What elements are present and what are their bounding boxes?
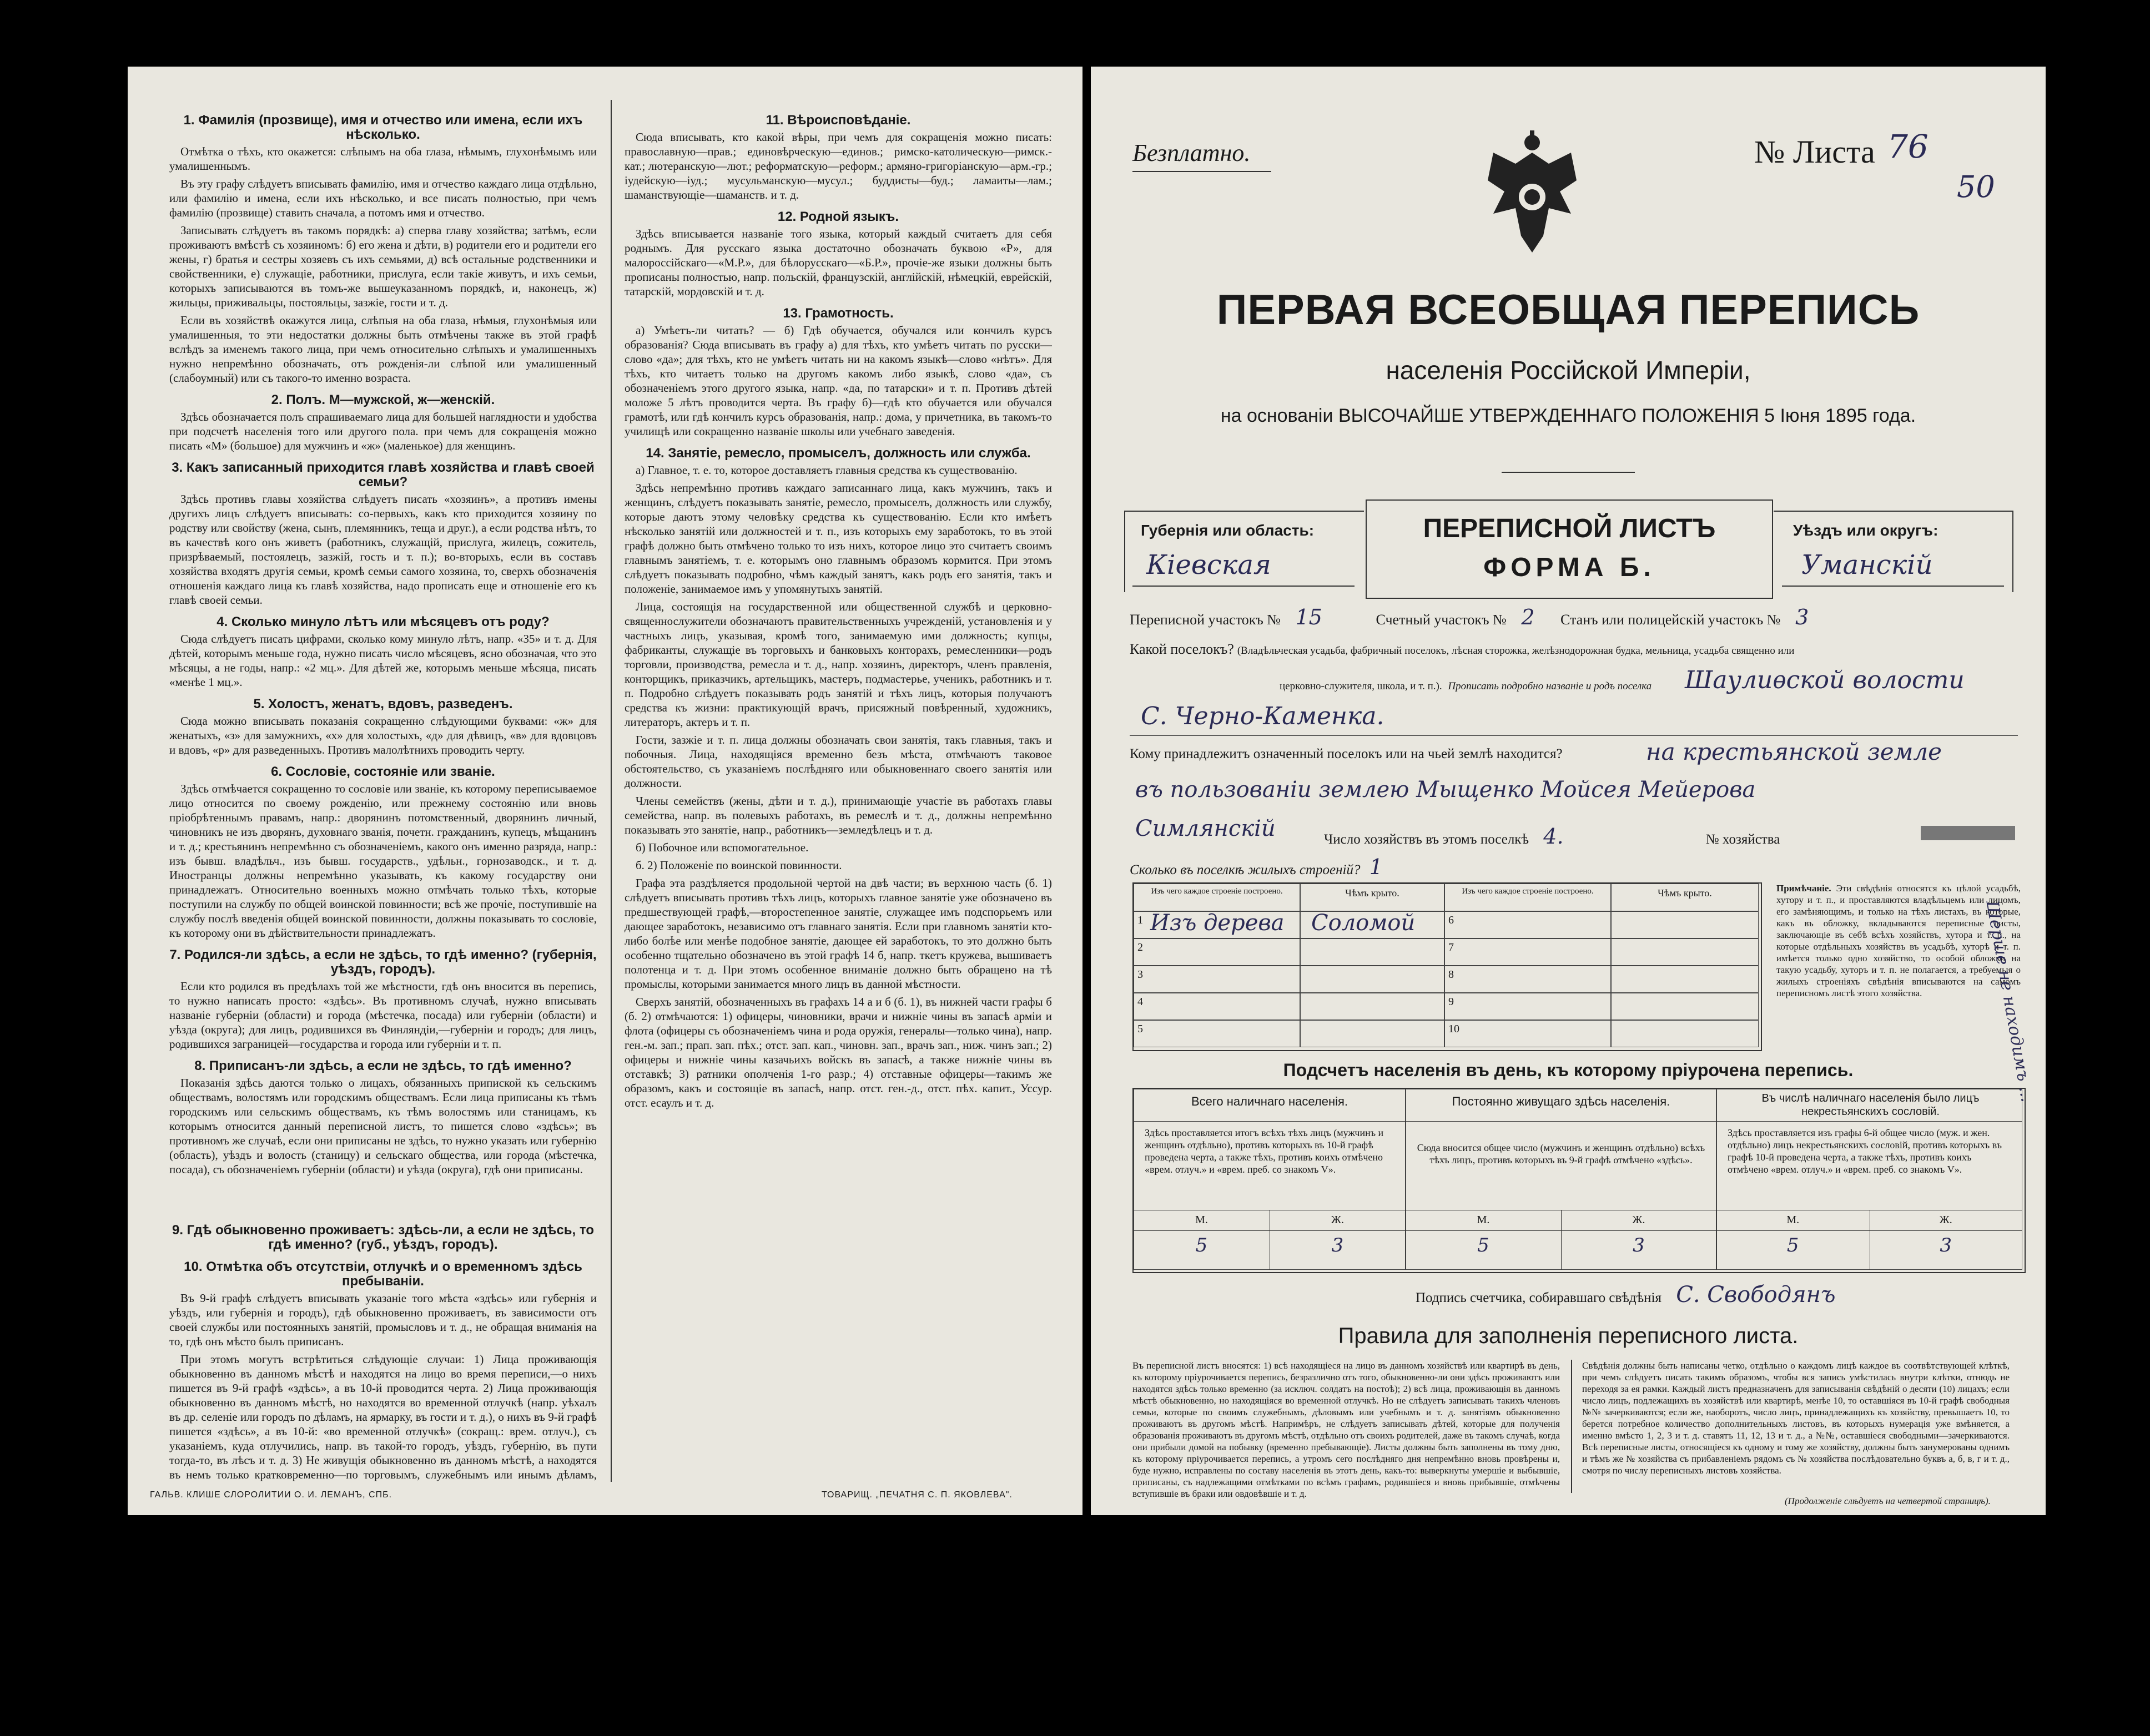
poselok-hint2: церковно-служителя, школа, и т. п.). [1280,680,1442,692]
paragraph: Здѣсь обозначается полъ спрашиваемаго лица для большей наглядности и удобства при подсчетѣ населенія того или другого пола. при чемъ для сокращенія можно писать «М» (большое) для мужчинъ и «ж» (маленькое) для женщинъ. [169,410,597,452]
ps-value: 5 [1195,1234,1208,1256]
rules-title: Правила для заполненія переписного листа. [1338,1324,1799,1348]
tbl-cell [1134,938,1300,966]
section-heading: 14. Занятіе, ремесло, промыселъ, должность или служба. [646,446,1031,461]
column-divider [611,100,612,1482]
main-title: ПЕРВАЯ ВСЕОБЩАЯ ПЕРЕПИСЬ [1216,286,1920,334]
paragraph: а) Главное, т. е. то, которое доставляетъ главныя средства къ существованію. [636,463,1018,477]
tbl-h-roof-left: Чѣмъ крыто. [1300,884,1444,911]
free-underline [1132,171,1271,172]
free-label: Безплатно. [1132,139,1251,166]
ps-col3-text: Здѣсь проставляется изъ графы 6-й общее число (муж. и жен. отдѣльно) лицъ некрестьянскихъ сословій, противъ которыхъ въ графѣ 10-й проведена черта, а также тѣхъ, противъ коихъ отмѣчено «врем. отлуч.» и «врем. преб. со знакомъ V». [1728,1127,2002,1175]
poselok-hint: (Владѣльческая усадьба, фабричный поселокъ, лѣсная сторожка, желѣзнодорожная будка, мельница, усадьба священно или [1237,645,1795,657]
section-heading: 6. Сословіе, состояніе или званіе. [271,764,495,779]
section-heading: 1. Фамилія (прозвище), имя и отчество или имена, если ихъ нѣсколько. [183,113,583,142]
paragraph: Сверхъ занятій, обозначенныхъ въ графахъ 14 а и б (б. 1), въ нижней части графы б (б. 2) отмѣчаются: 1) офицеры, чиновники, врачи и нижніе чины въ запасѣ арміи и флота (офицеры съ обозначеніемъ чина и рода оружія, генералы—только чина), напр. ген.-м. зап.; прап. зап. пѣх.; отст. зап. кап., чиновн. зап., врачъ зап., ниж. чинъ зап.; 2) офицеры и нижніе чины казачьихъ войскъ въ запасѣ, а также нижніе чины въ отставкѣ; 3) ратники ополченія 1-го разр.; 4) отставные офицеры—такимъ же образомъ, какъ и состоящіе въ запасѣ, напр. отст. ген.-д., отст. пѣх. капит., Уссур. отст. есаулъ и т. д. [625,995,1052,1109]
tbl-row-number: 5 [1137,1023,1143,1035]
tbl-cell [1300,966,1444,993]
paragraph: б) Побочное или вспомогательное. [636,841,809,854]
uezd-value: Уманскій [1801,549,1933,581]
tbl-cell [1444,911,1611,938]
section-heading: 7. Родился-ли здѣсь, а если не здѣсь, то гдѣ именно? (губернія, уѣздъ, городъ). [169,947,597,977]
section-heading: 13. Грамотность. [783,306,894,321]
paragraph: Здѣсь противъ главы хозяйства слѣдуетъ писать «хозяинъ», а противъ имены другихъ лицъ слѣдуетъ вписывать: со-первыхъ, какъ кто приходится хозяину по родству или свойству (жена, сынъ, племянникъ, теща и друг.), а если родства нѣтъ, то въ качествѣ кого онъ живетъ (работникъ, служащій, прислуга, жилецъ, сожитель, призрѣваемый, постоялецъ, зазжій, гость и т. п.); во-вторыхъ, если въ составъ хозяйства входятъ другія семьи, кромѣ семьи самого хозяина, то, сверхъ обозначенія отношенія каждаго лица къ главѣ хозяйства, надо прописать еще и отношеніе его къ главѣ своей семьи. [169,492,597,607]
paragraph: Здѣсь непремѣнно противъ каждаго записаннаго лица, какъ мужчинъ, такъ и женщинъ, слѣдуетъ показывать занятіе, ремесло, промыселъ, должность или службу, которые даютъ этому человѣку средства къ существованію. Если кто имѣетъ нѣсколько занятій или должностей и т. п., изъ которыхъ ему заработокъ, то въ этой графѣ должно быть отмѣчено только то изъ нихъ, которое лицо это считаетъ своимъ главнымъ занятіемъ, т. е. которымъ оно главнымъ образомъ кормится. При этомъ слѣдуетъ показывать подробно, чѣмъ каждый занятъ, какъ родъ его занятія, такъ и положеніе, занимаемое имъ у упомянутыхъ занятій. [625,481,1052,596]
podschet-title: Подсчетъ населенія въ день, къ которому пріурочена перепись. [1283,1060,1854,1080]
section-heading: 10. Отмѣтка объ отсутствіи, отлучкѣ и о временномъ здѣсь пребываніи. [184,1259,582,1289]
sheet-corner-number: 50 [1957,169,1995,204]
left-column-1-bottom [169,1215,597,1482]
paragraph: Графа эта раздѣляется продольной чертой на двѣ части; въ верхнюю часть (б. 1) слѣдуетъ вписывать противъ тѣхъ лицъ, которыхъ главное занятіе уже обозначено въ предшествующей графѣ,—второстепенное занятіе, служащее имъ подспорьемъ или дающее заработокъ, независимо отъ главнаго занятія. Если при главномъ занятіи кто-либо болѣе или менѣе подобное занятіе, дающее ей заработокъ, то это должно быть особенно тщательно обозначено въ этой графѣ 14 б, напр. ткетъ кружева, вышиваетъ полотенца и т. д. При этомъ особенное вниманіе должно быть обращено на тѣ промыслы, которыми занимается много лицъ въ данной мѣстности. [625,876,1052,991]
ps-value: 5 [1477,1234,1489,1256]
note-title: Примѣчаніе. [1776,883,1831,894]
ps-col1-text: Здѣсь проставляется итогъ всѣхъ тѣхъ лицъ (мужчинъ и женщинъ отдѣльно), противъ которыхъ въ 10-й графѣ проведена черта, а также тѣхъ, противъ коихъ отмѣчено «врем. отлуч.» и «врем. преб. со знакомъ V». [1145,1127,1384,1175]
paragraph: Члены семействъ (жены, дѣти и т. д.), принимающіе участіе въ работахъ главы семейства, напр. въ полевыхъ работахъ, въ ремеслѣ и т. д., должны непремѣнно показывать это занятіе, напр., работникъ—земледѣлецъ и т. д. [625,794,1052,836]
owner-value-2: въ пользованіи землею Мыщенко Мойсея Мейерова [1135,777,1756,803]
tbl-cell [1611,938,1759,966]
paragraph: Отмѣтка о тѣхъ, кто окажется: слѣпымъ на оба глаза, нѣмымъ, глухонѣмымъ или умалишеннымъ. [169,145,597,173]
tbl-row-number: 8 [1448,968,1454,981]
hozyaistvo-no-label: № хозяйства [1705,832,1780,847]
left-column-2 [625,105,1052,1482]
right-page [1091,67,2046,1515]
poselok-hint3: Прописать подробно названіе и родъ поселка [1448,680,1652,692]
poselok-value-1: Шаулиѳской волости [1685,666,1965,694]
schetny-label: Счетный участокъ № [1376,612,1507,628]
paragraph: Сюда можно вписывать показанія сокращенно слѣдующими буквами: «ж» для женатыхъ, «з» для замужнихъ, «х» для холостыхъ, «д» для дѣвицъ, «в» для вдовцовъ и вдовъ, «р» для разведенныхъ. Противъ малолѣтнихъ проводить черту. [169,714,597,756]
left-column-1 [169,105,597,1210]
margin-note: Шерше не находимъ ... [1982,899,2037,1104]
tbl-row-number: 6 [1448,914,1454,926]
ps-value: 3 [1940,1234,1952,1256]
owner-value-3: Симлянскій [1135,816,1276,841]
owner-value-1: на крестьянской земле [1646,738,1942,765]
owner-label: Кому принадлежитъ означенный поселокъ или на чьей землѣ находится? [1130,746,1563,761]
ps-female-label: Ж. [1331,1214,1344,1226]
ps-col3-title: Въ числѣ наличнаго населенія было лицъ некрестьянскихъ сословій. [1761,1092,1980,1118]
paragraph: а) Умѣетъ-ли читать? — б) Гдѣ обучается, обучался или кончилъ курсъ образованія? Сюда вписывать въ графу а) для тѣхъ, кто умѣетъ читать по русски—слово «да»; для тѣхъ, кто не умѣетъ читать ни на какомъ языкѣ—слово «нѣтъ». Для тѣхъ, кто читаетъ только на другомъ какомъ либо языкѣ, слово «да», съ обозначеніемъ этого другого языка, напр. «да, по татарски» и т. п. Противъ дѣтей моложе 5 лѣтъ проводится черта. Въ графу б)—гдѣ кто обучается или обучался грамотѣ, или гдѣ кончилъ курсъ образованія, напр.: дома, у причетника, въ такомъ-то училищѣ или сокращенно названіе школы или учебнаго заведенія. [625,324,1052,438]
tbl-row1-material: Изъ дерева [1150,910,1285,936]
gubernia-underline [1132,586,1355,587]
left-page [128,67,1082,1515]
tbl-cell [1611,911,1759,938]
ps-col2-text: Сюда вносится общее число (мужчинъ и женщинъ отдѣльно) всѣхъ тѣхъ лицъ, противъ которыхъ въ 9-й графѣ отмѣчено «здѣсь». [1417,1142,1705,1165]
ps-female-label: Ж. [1632,1214,1645,1226]
ps-female-label: Ж. [1939,1214,1952,1226]
ps-col1-title: Всего наличнаго населенія. [1191,1094,1348,1108]
section-heading: 4. Сколько минуло лѣтъ или мѣсяцевъ отъ роду? [216,614,550,629]
section-heading: 11. Вѣроисповѣданіе. [766,113,911,128]
gubernia-value: Кіевская [1146,549,1271,581]
poselok-hint-line2 [1280,680,1651,693]
section-heading: 9. Гдѣ обыкновенно проживаетъ: здѣсь-ли, а если не здѣсь, то гдѣ именно? (губ., уѣздъ, городъ). [172,1223,594,1252]
poselok-label: Какой поселокъ? [1130,641,1234,657]
tbl-row-number: 4 [1137,996,1143,1008]
paragraph: Записывать слѣдуетъ въ такомъ порядкѣ: а) сперва главу хозяйства; затѣмъ, если проживаютъ вмѣстѣ съ хозяиномъ: б) его жена и дѣти, в) родители его и родители его жены, г) братья и сестры хозяевъ съ ихъ семьями, д) всѣ остальные родственники и свойственники, е) служащіе, работники, прислуга, если такіе живутъ, и ихъ семьи, которыхъ записываются въ томъ-же вышеуказанномъ порядкѣ, и, наконецъ, ж) жильцы, приживальцы, постояльцы, зазжіе, гости и т. д. [169,224,597,309]
stroenii-label: Сколько въ поселкѣ жилыхъ строеній? [1130,862,1361,877]
paragraph: Гости, зазжіе и т. п. лица должны обозначать свои занятія, такъ главныя, такъ и побочныя. Лица, находящіяся временно безъ мѣста, отмѣчаютъ таковое обстоятельство, съ указаніемъ послѣдняго или обыкновеннаго своего занятія или должности. [625,733,1052,790]
form-title: ПЕРЕПИСНОЙ ЛИСТЪ [1423,514,1716,543]
paragraph: Сюда слѣдуетъ писать цифрами, сколько кому минуло лѣтъ, напр. «35» и т. д. Для дѣтей, которымъ меньше года, нужно писать число мѣсяцевъ, ясно обозначая, что это мѣсяцы, а не годы, напр.: «2 мц.». Для дѣтей же, которымъ меньше мѣсяца, писать «менѣе 1 мц.». [169,632,597,689]
tbl-cell [1444,1020,1611,1047]
stan-label: Станъ или полицейскій участокъ № [1560,612,1781,628]
ps-male-label: М. [1786,1214,1800,1226]
tbl-cell [1611,1020,1759,1047]
uchastok-value: 15 [1295,605,1322,629]
stroenii-row [1130,855,1383,879]
left-footer-printer: ГАЛЬВ. КЛИШЕ СЛОРОЛИТИИ О. И. ЛЕМАНЪ, СПБ. [150,1490,392,1500]
title-divider [1502,472,1635,473]
ps-value: 3 [1633,1234,1645,1256]
tbl-h-roof-right: Чѣмъ крыто. [1611,884,1759,911]
subtitle-population: населенія Россійской Имперіи, [1386,356,1751,385]
hozyaistv-label: Число хозяйствъ въ этомъ поселкѣ [1324,832,1529,847]
tbl-cell [1134,966,1300,993]
paragraph: Здѣсь отмѣчается сокращенно то сословіе или званіе, къ которому переписываемое лицо относится по своему рожденію, или прежнему состоянію или вновь пріобрѣтеннымъ правамъ, напр.: дворянинъ потомственный, дворянинъ личный, чиновникъ не изъ дворянъ, духовнаго званія, почетн. гражданинъ, купецъ, мѣщанинъ и т. д.; крестьянинъ непремѣнно съ обозначеніемъ, какого онъ именно разряда, напр.: изъ бывш. владѣльч., изъ бывш. государств., удѣльн., горнозаводск., и т. д. Иностранцы должны непремѣнно указывать, къ какому государству они принадлежатъ. Относительно военныхъ можно отмѣчать только тѣхъ, которые поступили на службу по общей воинской повинности; всѣ же прочіе, поступившіе на службу послѣ введенія общей воинской повинности, должны показывать то сословіе, къ которому они въ дѣйствительности принадлежатъ. [169,782,597,940]
signature-label: Подпись счетчика, собиравшаго свѣдѣнія [1416,1290,1661,1305]
hozyaistv-row [1324,824,1780,849]
tbl-cell [1134,993,1300,1020]
signature-row [1416,1282,1836,1308]
hozyaistvo-no-redaction [1921,826,2015,840]
podschet-table [1132,1088,2026,1273]
ps-col2-title: Постоянно живущаго здѣсь населенія. [1452,1094,1670,1108]
paragraph: Въ эту графу слѣдуетъ вписывать фамилію, имя и отчество каждаго лица отдѣльно, или фамилію и имена, если ихъ нѣсколько, и все писать полностью, при чемъ фамилію (прозвище) ставить сначала, а потомъ имя и отчество. [169,177,597,219]
ps-value: 5 [1786,1234,1799,1256]
uchastok-row [1130,605,2023,629]
uezd-label: Уѣздъ или округъ: [1793,522,1938,539]
rules-continuation: (Продолженіе слѣдуетъ на четвертой страницѣ). [1785,1496,1991,1506]
section-heading: 8. Приписанъ-ли здѣсь, а если не здѣсь, то гдѣ именно? [194,1058,572,1073]
paragraph: При этомъ могутъ встрѣтиться слѣдующіе случаи: 1) Лица проживающія обыкновенно въ данномъ мѣстѣ и находятся на лицо во время переписи,—о нихъ пишется въ 9-й графѣ «здѣсь», а въ 10-й проводится черта. 2) Лица проживающія обыкновенно въ данномъ мѣстѣ, но находятся во временной отлучкѣ (напр. уѣхалъ въ др. селеніе или городъ по дѣламъ, на ярмарку, въ гости и т. д.), о нихъ въ 9-й графѣ пишется «здѣсь», а въ 10-й: «во временной отлучкѣ» (сокращ.: врем. отлуч.), съ указаніемъ, куда отлучились, напр. въ такой-то городъ, уѣздъ, губернію, въ пути тогда-то, въ лѣсъ и т. д. 3) Не живущія обыкновенно въ данномъ мѣстѣ, а находятся въ немъ только кратковременно—по торговымъ, служебнымъ или инымъ дѣламъ, [169,1353,597,1481]
hozyaistv-value: 4. [1543,824,1564,849]
imperial-eagle-emblem [1477,130,1588,258]
tbl-h-material-left: Изъ чего каждое строеніе построено. [1134,884,1300,911]
tbl-row-number: 7 [1448,941,1454,953]
paragraph: Въ 9-й графѣ слѣдуетъ вписывать указаніе того мѣста «здѣсь» или губернія и уѣздъ, или губернія и городъ), гдѣ обыкновенно проживаетъ, въ зависимости отъ своей службы или постоянныхъ занятій, промысловъ и т. д., не обращая вниманія на то, гдѣ онъ мѣсто былъ приписанъ. [169,1291,597,1348]
left-footer-press: ТОВАРИЩ. „ПЕЧАТНЯ С. П. ЯКОВЛЕВА". [822,1490,1013,1500]
tbl-h-material-right: Изъ чего каждое строеніе построено. [1444,884,1611,911]
paragraph: Сюда вписывать, кто какой вѣры, при чемъ для сокращенія можно писать: православную—прав.; единовѣрческую—единов.; римско-католическую—римск.-кат.; лютеранскую—лют.; реформатскую—реформ.; армяно-григоріанскую—арм.-гр.; іудейскую—іуд.; мусульманскую—мусул.; буддисты—буд.; ламаиты—лам.; шаманствующіе—шаманств. и т. д. [625,130,1052,201]
gubernia-label: Губернія или область: [1141,522,1315,539]
subtitle-basis: на основаніи ВЫСОЧАЙШЕ УТВЕРЖДЕННАГО ПОЛОЖЕНІЯ 5 Іюня 1895 года. [1220,405,1916,426]
tbl-cell [1444,966,1611,993]
tbl-cell [1134,1020,1300,1047]
paragraph: б. 2) Положеніе по воинской повинности. [636,859,842,872]
ps-male-label: М. [1195,1214,1208,1226]
paragraph: Если кто родился въ предѣлахъ той же мѣстности, гдѣ онъ вносится въ перепись, то нужно написать просто: «здѣсь». Въ противномъ случаѣ, нужно вписывать названіе губерніи (области) и города (мѣстечка, посада) или губерніи (области) и уѣзда (округа); для лицъ, родившихся въ Финляндіи,—губерніи и городъ; для лицъ, родившихся заграницей—государства и города или губерніи и т. п. [169,980,597,1051]
tbl-cell [1444,938,1611,966]
section-heading: 2. Полъ. М—мужской, ж—женскій. [271,392,495,407]
stan-value: 3 [1795,605,1809,629]
section-heading: 12. Родной языкъ. [777,209,899,224]
tbl-cell [1444,993,1611,1020]
paragraph: Если въ хозяйствѣ окажутся лица, слѣпыя на оба глаза, нѣмыя, глухонѣмыя или умалишенныя, то эти недостатки должны быть отмѣчены также въ этой графѣ вслѣдъ за именемъ такого лица, при чемъ относительно слѣпыхъ и умалишенныхъ нужно непремѣнно обозначать, отъ рожденія-ли слѣпой или умалишенный (слабоумный) или съ такого-то именно возраста. [169,314,597,385]
stroenii-value: 1 [1369,855,1383,879]
poselok-underline [1130,735,2018,736]
form-subtitle: ФОРМА Б. [1483,553,1655,582]
ps-male-label: М. [1477,1214,1490,1226]
tbl-row-number: 1 [1137,914,1143,926]
tbl-cell [1300,1020,1444,1047]
poselok-value-2: С. Черно-Каменка. [1141,702,1384,730]
rules-left-text: Въ переписной листъ вносятся: 1) всѣ находящіеся на лицо въ данномъ хозяйствѣ или квартирѣ въ день, къ которому пріурочивается перепись, безразлично отъ того, обыкновенно-ли они здѣсь проживаютъ или находятся здѣсь только временно (за исключ. солдатъ на постоѣ); 2) всѣ лица, проживающія въ данномъ мѣстѣ обыкновенно, но находящіяся во временной отлучкѣ. Но не слѣдуетъ записывать такихъ членовъ семьи, которые по своимъ служебнымъ, дѣловымъ или учебнымъ и т. д. занятіямъ обыкновенно проживаютъ въ другомъ мѣстѣ. Напримѣръ, не слѣдуетъ записывать дѣтей, которые для полученія образованія проживаютъ въ другомъ мѣстѣ, отдѣльно отъ своихъ родителей, даже въ такомъ случаѣ, когда они прибыли домой на побывку (временно пребывающіе). Листы должны быть заполнены въ тому дню, къ которому пріурочивается перепись, а утромъ сего послѣдняго дня непремѣнно вновь провѣрены и, буде нужно, исправлены по составу населенія въ этотъ день, какъ-то: выверкнуты умершіе и выбывшіе, приписаны, съ надлежащими отмѣтками по всѣмъ графамъ, родившіеся и вновь прибывшіе, отмѣчены вступившіе въ браки или овдовѣвшіе и т. д. [1132,1360,1560,1499]
sheet-number-value: 76 [1887,128,1929,165]
buildings-table [1132,882,1762,1051]
tbl-cell [1611,966,1759,993]
tbl-cell [1300,993,1444,1020]
section-heading: 5. Холостъ, женатъ, вдовъ, разведенъ. [253,697,513,711]
tbl-row-number: 3 [1137,968,1143,981]
tbl-row1-roof: Соломой [1311,910,1416,936]
sheet-number-label: № Листа [1754,134,1875,170]
poselok-row [1130,641,2023,658]
paragraph: Здѣсь вписывается названіе того языка, который каждый считаетъ для себя роднымъ. Для русскаго языка достаточно обозначать буквою «Р», для малороссійскаго—«М.Р.», для бѣлорусскаго—«Б.Р.», прочіе-же языки должны быть прописаны полностью, напр. польскій, французскій, англійскій, нѣмецкій, еврейскій, татарскій, мордовскій и т. д. [625,227,1052,298]
paragraph: Лица, состоящія на государственной или общественной службѣ и церковно-священнослужители обозначаютъ правительственныхъ учрежденій, установленія и у частныхъ лицъ, указывая, кромѣ того, занимаемую ими должность; купцы, фабриканты, служащіе въ торговыхъ и банковыхъ конторахъ, ремесленники—родъ торговли, производства, ремесла и т. д., напр. хозяинъ, директоръ, членъ правленія, конторщикъ, приказчикъ, артельщикъ, мастеръ, подмастерье, ученикъ, работникъ и т. п. Подробно слѣдуетъ показывать родъ занятій и тѣхъ лицъ, которыя получаютъ средства къ жизни: практикующій врачъ, присяжный повѣренный, художникъ, литераторъ, актеръ и т. п. [625,600,1052,729]
rules-divider [1571,1360,1572,1493]
tbl-cell [1300,938,1444,966]
ps-values-divider [1134,1230,2022,1231]
uchastok-label: Переписной участокъ № [1130,612,1281,628]
uezd-underline [1782,586,2004,587]
section-heading: 3. Какъ записанный приходится главѣ хозяйства и главѣ своей семьи? [172,460,595,489]
tbl-cell [1611,993,1759,1020]
tbl-row-number: 9 [1448,996,1454,1008]
paragraph: Показанія здѣсь даются только о лицахъ, обязанныхъ припиской къ сельскимъ обществамъ, волостямъ или городскимъ обществамъ. Если лица приписаны къ тѣмъ городскимъ или сельскимъ обществамъ, къ тѣмъ волостямъ или станицамъ, къ которымъ относится данный переписной листъ, то пишется слово «здѣсь»; въ противномъ же случаѣ, если они приписаны не здѣсь, то нужно указать или губернію (область), уѣздъ и волость (станицу) и сельскаго общества, или города (мѣстечка, посада), съ обозначеніемъ губерніи (области) и уѣзда (округа), гдѣ они приписаны. [169,1076,597,1176]
note-text: Эти свѣдѣнія относятся къ цѣлой усадьбѣ, хутору и т. п., и проставляются владѣльцемъ или лицомъ, его замѣняющимъ, и только на тѣхъ листахъ, въ которые, какъ въ обложку, вкладываются переписные листы, заключающіе въ себѣ всѣхъ хозяйствъ, хутора и т. п., на которые отдѣльныхъ хозяйствъ въ усадьбѣ, хуторѣ и т. п. имѣется только одно хозяйство, то особой обложки на такую усадьбу, хуторъ и т. п. не полагается, а требуемыя о жилыхъ строеніяхъ свѣдѣнія вписываются на самомъ переписномъ листѣ этого хозяйства. [1776,883,2021,998]
ps-value: 3 [1331,1234,1344,1256]
tbl-row-number: 2 [1137,941,1143,953]
rules-right-text: Свѣдѣнія должны быть написаны четко, отдѣльно о каждомъ лицѣ каждое въ соотвѣтствующей клѣткѣ, при чемъ слѣдуетъ писать такимъ образомъ, чтобы вся запись умѣстилась внутри клѣтки, отнюдь не переходя за ея рамки. Каждый листъ предназначенъ для записыванія свѣдѣній о десяти (10) лицахъ; если число лицъ, подлежащихъ въ хозяйствѣ или квартирѣ, менѣе 10, то оставшіяся въ 10-й графѣ свободныя №№ зачеркиваются; если же, наоборотъ, число лицъ, принадлежащихъ къ хозяйству, превышаетъ 10, то берется потребное количество дополнительныхъ листовъ, въ которыхъ нумерація уже вмѣняется, а именно вмѣсто 1, 2, 3 и т. д. ставятъ 11, 12, 13 и т. д., а №№, оставшіеся свободными—зачеркиваются. Всѣ переписные листы, относящіеся къ одному и тому же хозяйству, должны быть занумерованы однимъ и тѣмъ же № хозяйства съ прибавленіемъ рядомъ съ № хозяйства послѣдовательно буквъ а, б, в, г и т. д., смотря по числу переписныхъ листовъ хозяйства. [1582,1360,2010,1476]
tbl-row-number: 10 [1448,1023,1459,1035]
schetny-value: 2 [1521,605,1535,629]
ps-title-divider [1134,1121,2022,1122]
signature-value: С. Свободянъ [1676,1282,1836,1308]
